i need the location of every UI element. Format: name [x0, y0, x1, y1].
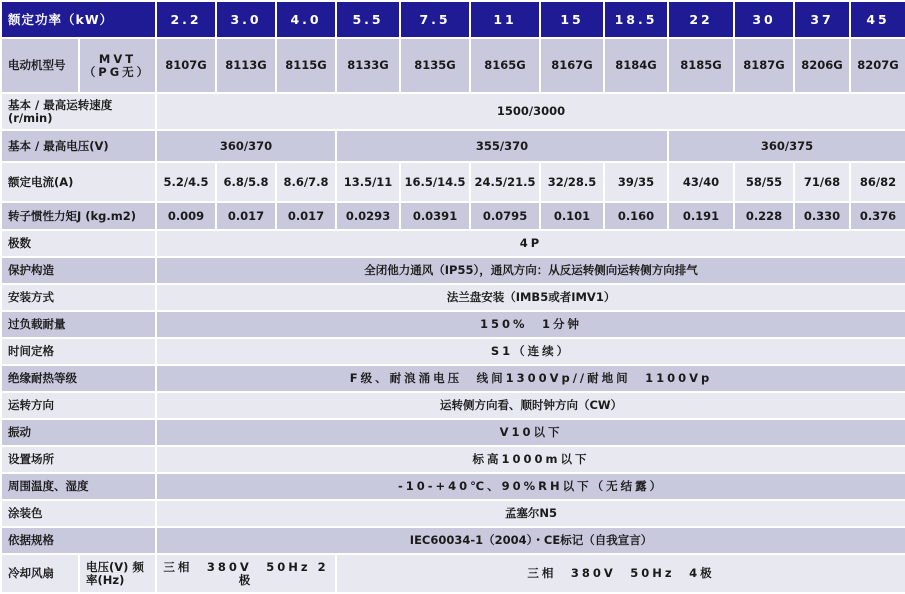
current-cell: 24.5/21.5: [470, 162, 540, 202]
voltage-cell: 360/375: [668, 130, 905, 162]
model-cell: 8107G: [156, 38, 216, 93]
fan-sub-label: 电压(V) 频率(Hz): [79, 554, 156, 593]
current-cell: 32/28.5: [540, 162, 604, 202]
power-cell: 2.2: [156, 1, 216, 38]
spec-value: -10-+40℃、90%RH以下（无结露）: [156, 473, 905, 500]
spec-row-duty: [1, 338, 905, 365]
speed-row: [1, 93, 905, 130]
spec-value: 运转侧方向看、顺时钟方向（CW）: [156, 392, 905, 419]
inertia-cell: 0.017: [216, 202, 276, 230]
model-cell: 8165G: [470, 38, 540, 93]
fan-row: [1, 554, 905, 593]
fan-label: 冷却风扇: [1, 554, 79, 593]
power-cell: 4.0: [276, 1, 336, 38]
inertia-cell: 0.0795: [470, 202, 540, 230]
fan-value-large: 三相 380V 50Hz 4极: [336, 554, 905, 593]
spec-value: 4P: [156, 230, 905, 257]
power-cell: 3.0: [216, 1, 276, 38]
spec-label: 依据规格: [1, 527, 156, 554]
voltage-cell: 360/370: [156, 130, 336, 162]
model-cell: 8185G: [668, 38, 734, 93]
fan-value-small: 三相 380V 50Hz 2极: [156, 554, 336, 593]
spec-value: 全闭他力通风（IP55），通风方向：从反运转侧向运转侧方向排气: [156, 257, 905, 284]
current-cell: 71/68: [794, 162, 850, 202]
spec-value: IEC60034-1（2004）・CE标记（自我宣言）: [156, 527, 905, 554]
inertia-cell: 0.191: [668, 202, 734, 230]
power-cell: 37: [794, 1, 850, 38]
model-cell: 8167G: [540, 38, 604, 93]
model-cell: 8206G: [794, 38, 850, 93]
current-row: [1, 162, 905, 202]
current-cell: 5.2/4.5: [156, 162, 216, 202]
inertia-cell: 0.376: [850, 202, 905, 230]
spec-row-overload: [1, 311, 905, 338]
power-cell: 5.5: [336, 1, 400, 38]
spec-label: 设置场所: [1, 446, 156, 473]
spec-row-standard: [1, 527, 905, 554]
header-row: [1, 1, 905, 38]
power-cell: 30: [734, 1, 794, 38]
model-cell: 8187G: [734, 38, 794, 93]
voltage-cell: 355/370: [336, 130, 668, 162]
inertia-cell: 0.017: [276, 202, 336, 230]
spec-row-vibration: [1, 419, 905, 446]
spec-row-insulation: [1, 365, 905, 392]
spec-row-ambient: [1, 473, 905, 500]
spec-row-protection: [1, 257, 905, 284]
model-row: [1, 38, 905, 93]
spec-row-paint: [1, 500, 905, 527]
model-label: 电动机型号: [1, 38, 79, 93]
model-cell: 8133G: [336, 38, 400, 93]
spec-label: 极数: [1, 230, 156, 257]
model-cell: 8113G: [216, 38, 276, 93]
current-cell: 86/82: [850, 162, 905, 202]
spec-label: 运转方向: [1, 392, 156, 419]
spec-value: 标高1000m以下: [156, 446, 905, 473]
model-cell: 8115G: [276, 38, 336, 93]
inertia-cell: 0.228: [734, 202, 794, 230]
model-sub-label: MVT（PG无）: [79, 38, 156, 93]
power-cell: 7.5: [400, 1, 470, 38]
current-cell: 13.5/11: [336, 162, 400, 202]
spec-row-rotation: [1, 392, 905, 419]
current-cell: 16.5/14.5: [400, 162, 470, 202]
inertia-row: [1, 202, 905, 230]
spec-value: F级、耐浪涌电压 线间1300Vp//耐地间 1100Vp: [156, 365, 905, 392]
voltage-label: 基本 / 最高电压(V): [1, 130, 156, 162]
inertia-label: 转子惯性力矩J (kg.m2): [1, 202, 156, 230]
inertia-cell: 0.330: [794, 202, 850, 230]
spec-value: S1（连续）: [156, 338, 905, 365]
spec-value: 孟塞尔N5: [156, 500, 905, 527]
spec-label: 绝缘耐热等级: [1, 365, 156, 392]
spec-label: 涂装色: [1, 500, 156, 527]
voltage-row: [1, 130, 905, 162]
spec-row-poles: [1, 230, 905, 257]
spec-value: 150% 1分钟: [156, 311, 905, 338]
spec-value: V10以下: [156, 419, 905, 446]
spec-label: 保护构造: [1, 257, 156, 284]
inertia-cell: 0.0391: [400, 202, 470, 230]
power-cell: 11: [470, 1, 540, 38]
power-cell: 22: [668, 1, 734, 38]
current-cell: 8.6/7.8: [276, 162, 336, 202]
current-cell: 39/35: [604, 162, 668, 202]
spec-label: 振动: [1, 419, 156, 446]
current-label: 额定电流(A): [1, 162, 156, 202]
speed-label: 基本 / 最高运转速度 (r/min): [1, 93, 156, 130]
power-cell: 18.5: [604, 1, 668, 38]
spec-row-mounting: [1, 284, 905, 311]
power-cell: 15: [540, 1, 604, 38]
spec-label: 过负载耐量: [1, 311, 156, 338]
current-cell: 58/55: [734, 162, 794, 202]
model-cell: 8135G: [400, 38, 470, 93]
spec-value: 法兰盘安装（IMB5或者IMV1）: [156, 284, 905, 311]
inertia-cell: 0.101: [540, 202, 604, 230]
current-cell: 6.8/5.8: [216, 162, 276, 202]
model-cell: 8207G: [850, 38, 905, 93]
speed-value: 1500/3000: [156, 93, 905, 130]
current-cell: 43/40: [668, 162, 734, 202]
header-label: 额定功率（kW）: [1, 1, 156, 38]
model-cell: 8184G: [604, 38, 668, 93]
power-cell: 45: [850, 1, 905, 38]
spec-row-location: [1, 446, 905, 473]
inertia-cell: 0.0293: [336, 202, 400, 230]
spec-label: 安装方式: [1, 284, 156, 311]
inertia-cell: 0.009: [156, 202, 216, 230]
inertia-cell: 0.160: [604, 202, 668, 230]
spec-label: 周围温度、湿度: [1, 473, 156, 500]
spec-label: 时间定格: [1, 338, 156, 365]
